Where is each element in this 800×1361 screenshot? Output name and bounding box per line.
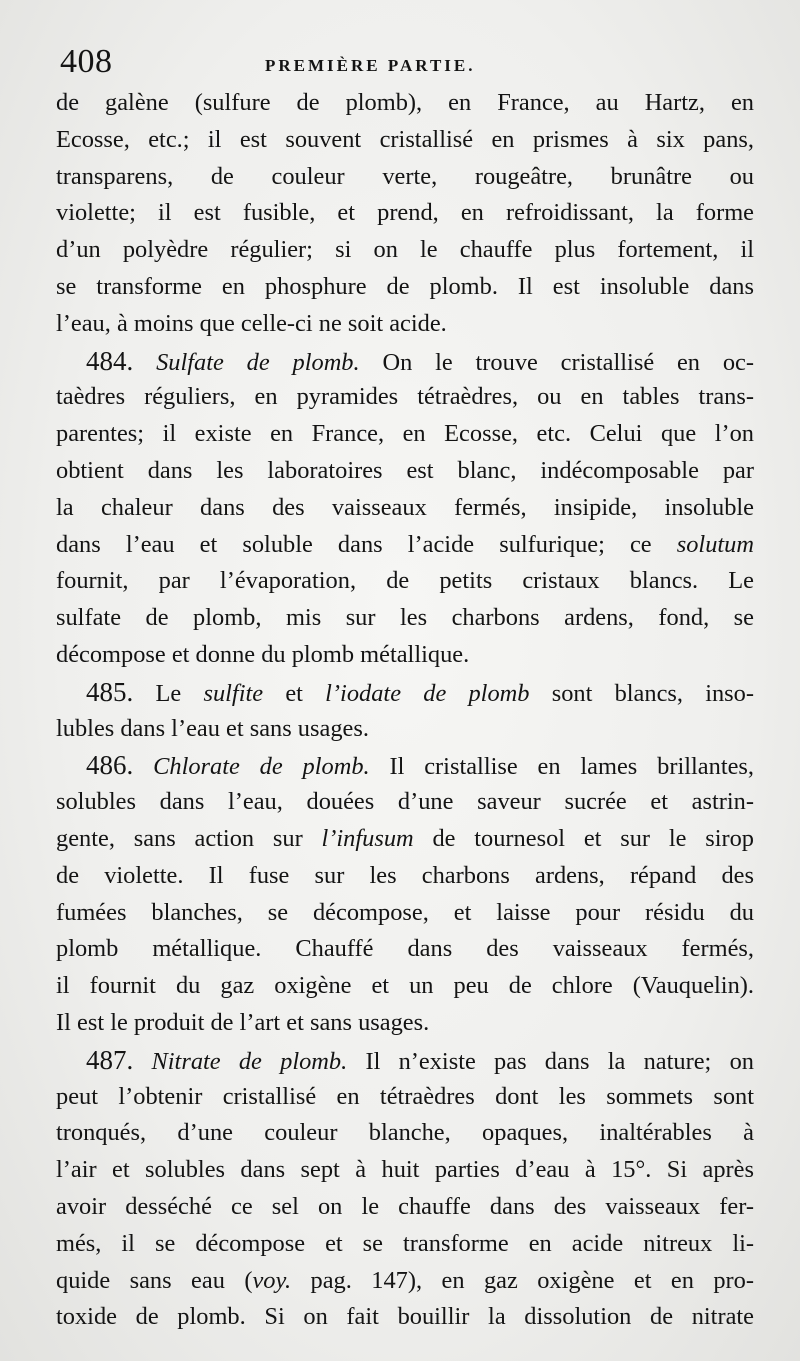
running-head (60, 42, 760, 86)
text-line: transparens, de couleur verte, rougeâtre, brunâtre ou (56, 162, 754, 190)
text-fragment: dans l’eau et soluble dans l’acide sulfurique; ce (56, 530, 652, 558)
text-line: avoir desséché ce sel on le chauffe dans des vaisseaux fer- (56, 1192, 754, 1220)
text-fragment: On le trouve cristallisé en oc- (382, 348, 754, 376)
text-line: Il est le produit de l’art et sans usages. (56, 1008, 430, 1036)
italic-term: l’iodate de plomb (325, 679, 530, 707)
text-fragment: Il cristallise en lames brillantes, (389, 753, 754, 781)
text-line (56, 527, 754, 564)
italic-term: solutum (676, 530, 754, 558)
body-text (56, 85, 754, 1336)
italic-term: voy. (252, 1266, 292, 1294)
text-line: solubles dans l’eau, douées d’une saveur sucrée et astrin- (56, 788, 754, 816)
text-fragment: gente, sans action sur (56, 824, 303, 852)
text-fragment: Il n’existe pas dans la nature; on (365, 1047, 754, 1075)
text-fragment: et (285, 679, 303, 707)
section-title: Chlorate de plomb. (153, 753, 370, 781)
text-line: sulfate de plomb, mis sur les charbons ardens, fond, se (56, 604, 754, 632)
section-485-heading-line (56, 674, 754, 711)
text-line: la chaleur dans des vaisseaux fermés, insipide, insoluble (56, 493, 754, 521)
text-line: de galène (sulfure de plomb), en France, au Hartz, en (56, 89, 754, 116)
text-line (56, 821, 754, 858)
text-line: obtient dans les laboratoires est blanc, indécomposable par (56, 456, 754, 484)
text-line: décompose et donne du plomb métallique. (56, 640, 470, 668)
part-title: PREMIÈRE PARTIE. (265, 56, 476, 75)
text-fragment: quide sans eau ( (56, 1266, 253, 1294)
text-line: toxide de plomb. Si on fait bouillir la dissolution de nitrate (56, 1303, 754, 1331)
section-487-heading-line (56, 1042, 754, 1079)
section-484-heading-line (56, 343, 754, 380)
text-line: de violette. Il fuse sur les charbons ardens, répand des (56, 861, 754, 889)
section-title: Sulfate de plomb. (156, 348, 360, 376)
page-number: 408 (60, 43, 113, 80)
section-title: Nitrate de plomb. (151, 1047, 348, 1075)
text-line: violette; il est fusible, et prend, en refroidissant, la forme (56, 199, 754, 227)
text-line: tronqués, d’une couleur blanche, opaques, inaltérables à (56, 1119, 754, 1147)
text-line: fumées blanches, se décompose, et laisse pour résidu du (56, 898, 754, 926)
text-line: peut l’obtenir cristallisé en tétraèdres dont les sommets sont (56, 1082, 754, 1110)
text-line: d’un polyèdre régulier; si on le chauffe plus fortement, il (56, 236, 754, 264)
italic-term: l’infusum (321, 824, 414, 852)
text-line (56, 1263, 754, 1300)
section-number: 485. (86, 676, 134, 707)
text-line: parentes; il existe en France, en Ecosse, etc. Celui que l’on (56, 420, 754, 448)
section-number: 486. (86, 750, 134, 781)
text-fragment: Le (155, 679, 182, 707)
text-fragment: sont blancs, inso- (551, 679, 754, 707)
text-fragment: pag. 147), en gaz oxigène et en pro- (310, 1266, 754, 1294)
text-fragment: de tournesol et sur le sirop (432, 824, 754, 852)
text-line: se transforme en phosphure de plomb. Il est insoluble dans (56, 272, 754, 300)
section-number: 484. (86, 345, 134, 376)
text-line: Ecosse, etc.; il est souvent cristallisé en prismes à six pans, (56, 125, 754, 153)
section-486-heading-line (56, 747, 754, 784)
text-line: més, il se décompose et se transforme en acide nitreux li- (56, 1229, 754, 1257)
text-line: l’eau, à moins que celle-ci ne soit acide. (56, 309, 447, 337)
text-line: taèdres réguliers, en pyramides tétraèdres, ou en tables trans- (56, 383, 754, 411)
text-line: lubles dans l’eau et sans usages. (56, 714, 369, 742)
text-line: fournit, par l’évaporation, de petits cristaux blancs. Le (56, 567, 754, 595)
text-line: il fournit du gaz oxigène et un peu de chlore (Vauquelin). (56, 972, 754, 1000)
text-line: plomb métallique. Chauffé dans des vaisseaux fermés, (56, 935, 754, 963)
text-line: l’air et solubles dans sept à huit parties d’eau à 15°. Si après (56, 1156, 754, 1184)
italic-term: sulfite (203, 679, 264, 707)
section-number: 487. (86, 1044, 134, 1075)
